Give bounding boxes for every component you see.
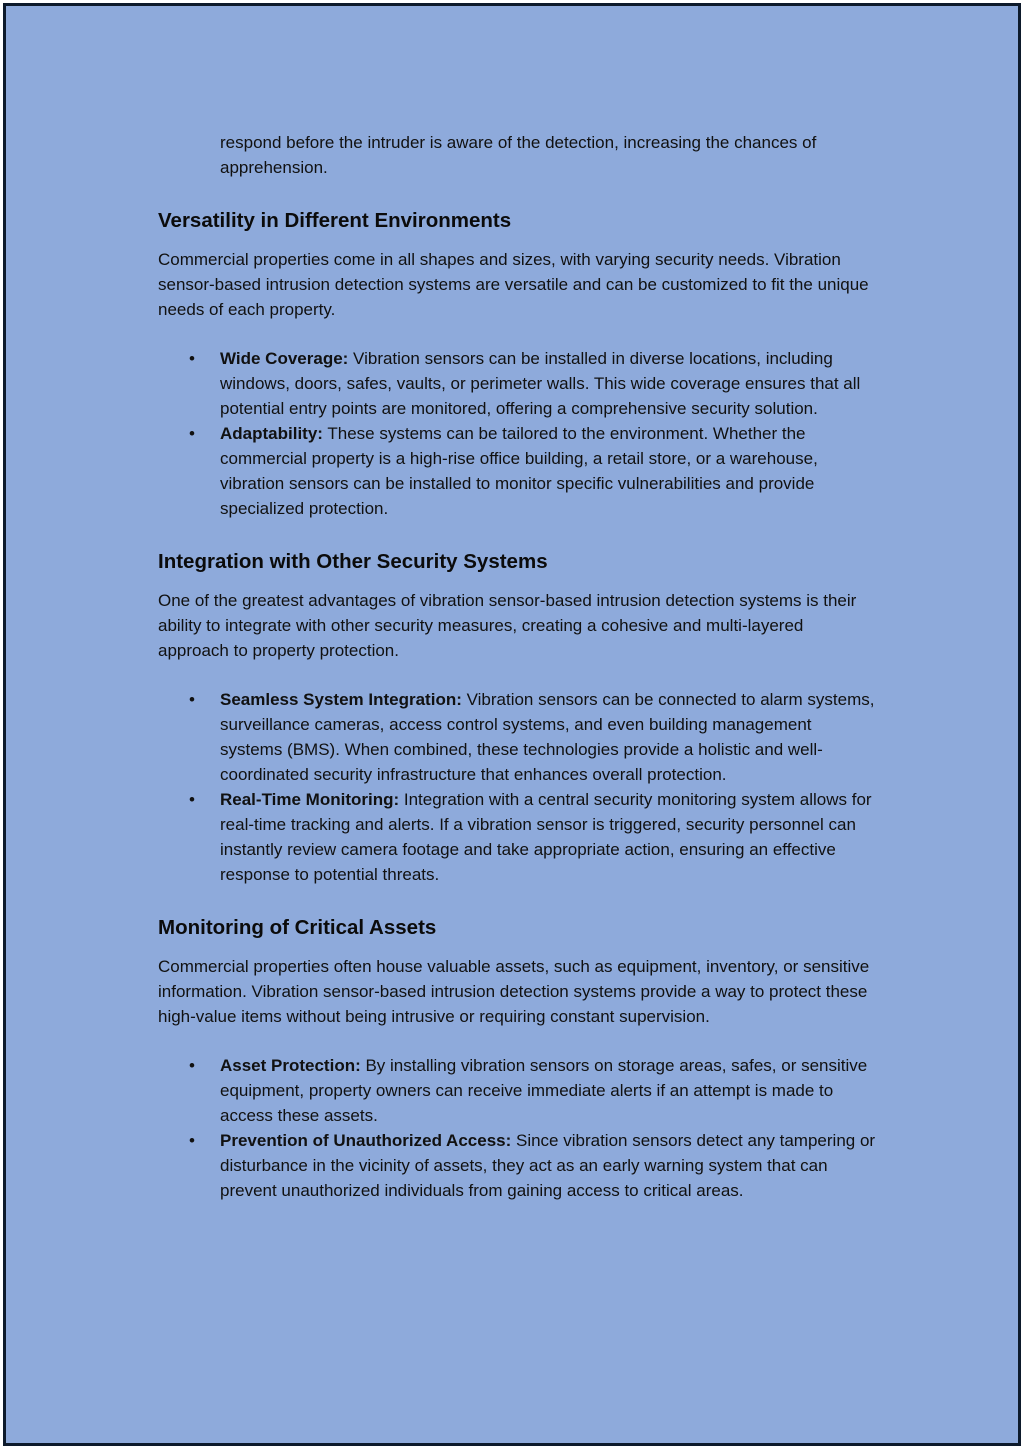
- bullet-text: Vibration sensors can be installed in diverse locations, including windows, doors, safes, vaults, or perimeter walls. This wide coverage ensures that all potential entry points are monitored, offering a comprehensive security solution.: [220, 349, 861, 418]
- list-item: [158, 1128, 878, 1203]
- bullet-label: Adaptability:: [220, 424, 323, 443]
- list-item: [158, 421, 878, 521]
- section-heading: Integration with Other Security Systems: [158, 550, 548, 573]
- section-heading: Monitoring of Critical Assets: [158, 916, 437, 939]
- bullet-text: By installing vibration sensors on storage areas, safes, or sensitive equipment, property owners can receive immediate alerts if an attempt is made to access these assets.: [220, 1056, 868, 1125]
- document-body: [158, 130, 878, 1203]
- section-paragraph: Commercial properties often house valuable assets, such as equipment, inventory, or sensitive information. Vibration sensor-based intrusion detection systems provide a way to protect these high-value items without being intrusive or requiring constant supervision.: [158, 957, 870, 1026]
- section-heading: Versatility in Different Environments: [158, 209, 512, 232]
- section-versatility: [158, 208, 878, 521]
- bullet-list: [158, 687, 878, 887]
- document-page: [3, 3, 1021, 1446]
- list-item: [158, 787, 878, 887]
- bullet-text: Vibration sensors can be connected to alarm systems, surveillance cameras, access control systems, and even building management systems (BMS). When combined, these technologies provide a holistic and well-coordinated security infrastructure that enhances overall protection.: [220, 690, 875, 784]
- bullet-label: Real-Time Monitoring:: [220, 790, 400, 809]
- bullet-label: Prevention of Unauthorized Access:: [220, 1131, 512, 1150]
- bullet-label: Seamless System Integration:: [220, 690, 462, 709]
- bullet-list: [158, 346, 878, 521]
- section-integration: [158, 549, 878, 887]
- bullet-icon: •: [189, 1056, 195, 1075]
- section-critical-assets: [158, 915, 878, 1203]
- continued-paragraph: respond before the intruder is aware of the detection, increasing the chances of apprehension.: [220, 133, 817, 177]
- bullet-text: Integration with a central security monitoring system allows for real-time tracking and alerts. If a vibration sensor is triggered, security personnel can instantly review camera footage and take appropriate action, ensuring an effective response to potential threats.: [220, 790, 872, 884]
- bullet-list: [158, 1053, 878, 1203]
- bullet-icon: •: [189, 790, 195, 809]
- list-item: [158, 346, 878, 421]
- section-paragraph: Commercial properties come in all shapes and sizes, with varying security needs. Vibration sensor-based intrusion detection systems are versatile and can be customized to fit the unique needs of each property.: [158, 250, 869, 319]
- list-item: [158, 1053, 878, 1128]
- bullet-icon: •: [189, 349, 195, 368]
- bullet-icon: •: [189, 424, 195, 443]
- bullet-text: These systems can be tailored to the environment. Whether the commercial property is a high-rise office building, a retail store, or a warehouse, vibration sensors can be installed to monitor specific vulnerabilities and provide specialized protection.: [220, 424, 818, 518]
- section-paragraph: One of the greatest advantages of vibration sensor-based intrusion detection systems is their ability to integrate with other security measures, creating a cohesive and multi-layered approach to property protection.: [158, 591, 857, 660]
- list-item: [158, 687, 878, 787]
- bullet-icon: •: [189, 1131, 195, 1150]
- bullet-label: Wide Coverage:: [220, 349, 349, 368]
- bullet-text: Since vibration sensors detect any tampering or disturbance in the vicinity of assets, they act as an early warning system that can prevent unauthorized individuals from gaining access to critical areas.: [220, 1131, 876, 1200]
- bullet-icon: •: [189, 690, 195, 709]
- bullet-label: Asset Protection:: [220, 1056, 361, 1075]
